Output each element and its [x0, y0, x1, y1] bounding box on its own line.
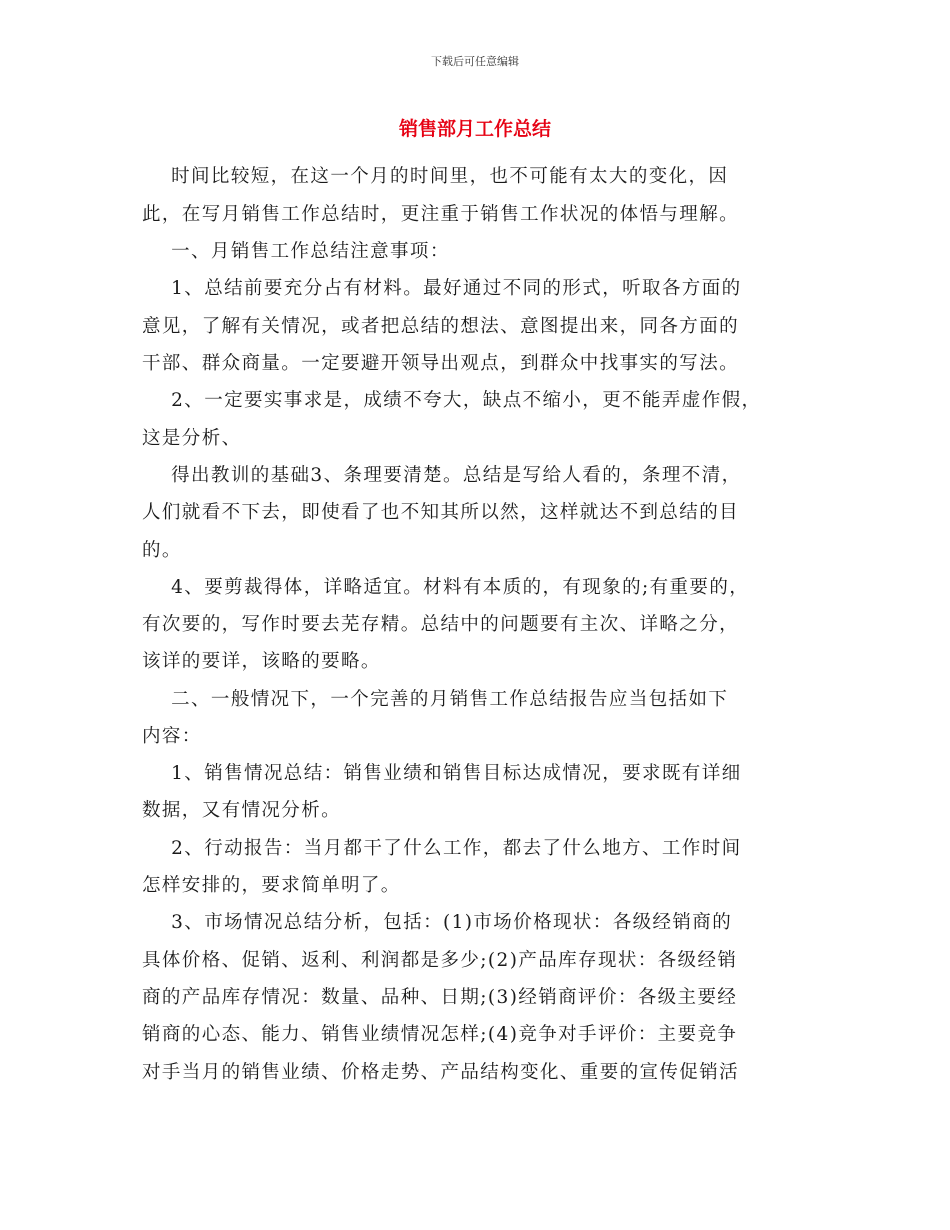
body-line: 2、一定要实事求是，成绩不夸大，缺点不缩小，更不能弄虚作假， [142, 390, 762, 411]
body-line: 一、月销售工作总结注意事项： [142, 241, 450, 262]
body-line: 该详的要详，该略的要略。 [142, 651, 381, 672]
body-line: 干部、群众商量。一定要避开领导出观点，到群众中找事实的写法。 [142, 353, 740, 374]
body-line: 怎样安排的，要求简单明了。 [142, 875, 401, 896]
body-line: 此，在写月销售工作总结时，更注重于销售工作状况的体悟与理解。 [142, 204, 740, 225]
body-line: 3、市场情况总结分析，包括：(1)市场价格现状：各级经销商的 [142, 912, 733, 933]
body-line: 1、总结前要充分占有材料。最好通过不同的形式，听取各方面的 [142, 278, 742, 299]
document-title: 销售部月工作总结 [398, 118, 551, 140]
body-line: 意见，了解有关情况，或者把总结的想法、意图提出来，同各方面的 [142, 316, 740, 337]
body-line: 具体价格、促销、返利、利润都是多少;(2)产品库存现状：各级经销 [142, 950, 738, 971]
body-line: 数据，又有情况分析。 [142, 800, 342, 821]
body-line: 二、一般情况下，一个完善的月销售工作总结报告应当包括如下 [142, 689, 729, 710]
body-line: 对手当月的销售业绩、价格走势、产品结构变化、重要的宣传促销活 [142, 1062, 740, 1083]
body-line: 人们就看不下去，即使看了也不知其所以然，这样就达不到总结的目 [142, 502, 740, 523]
body-line: 1、销售情况总结：销售业绩和销售目标达成情况，要求既有详细 [142, 763, 742, 784]
body-line: 时间比较短，在这一个月的时间里，也不可能有太大的变化，因 [142, 166, 729, 187]
body-line: 这是分析、 [142, 428, 242, 449]
body-line: 内容： [142, 726, 202, 747]
body-line: 4、要剪裁得体，详略适宜。材料有本质的，有现象的;有重要的， [142, 577, 750, 598]
body-line: 2、行动报告：当月都干了什么工作，都去了什么地方、工作时间 [142, 838, 742, 859]
body-line: 商的产品库存情况：数量、品种、日期;(3)经销商评价：各级主要经 [142, 987, 738, 1008]
body-line: 销商的心态、能力、销售业绩情况怎样;(4)竞争对手评价：主要竞争 [142, 1024, 738, 1045]
body-line: 的。 [142, 540, 182, 561]
page-header: 下载后可任意编辑 [431, 55, 519, 68]
body-line: 有次要的，写作时要去芜存精。总结中的问题要有主次、详略之分， [142, 614, 740, 635]
body-line: 得出教训的基础3、条理要清楚。总结是写给人看的，条理不清， [142, 465, 742, 486]
